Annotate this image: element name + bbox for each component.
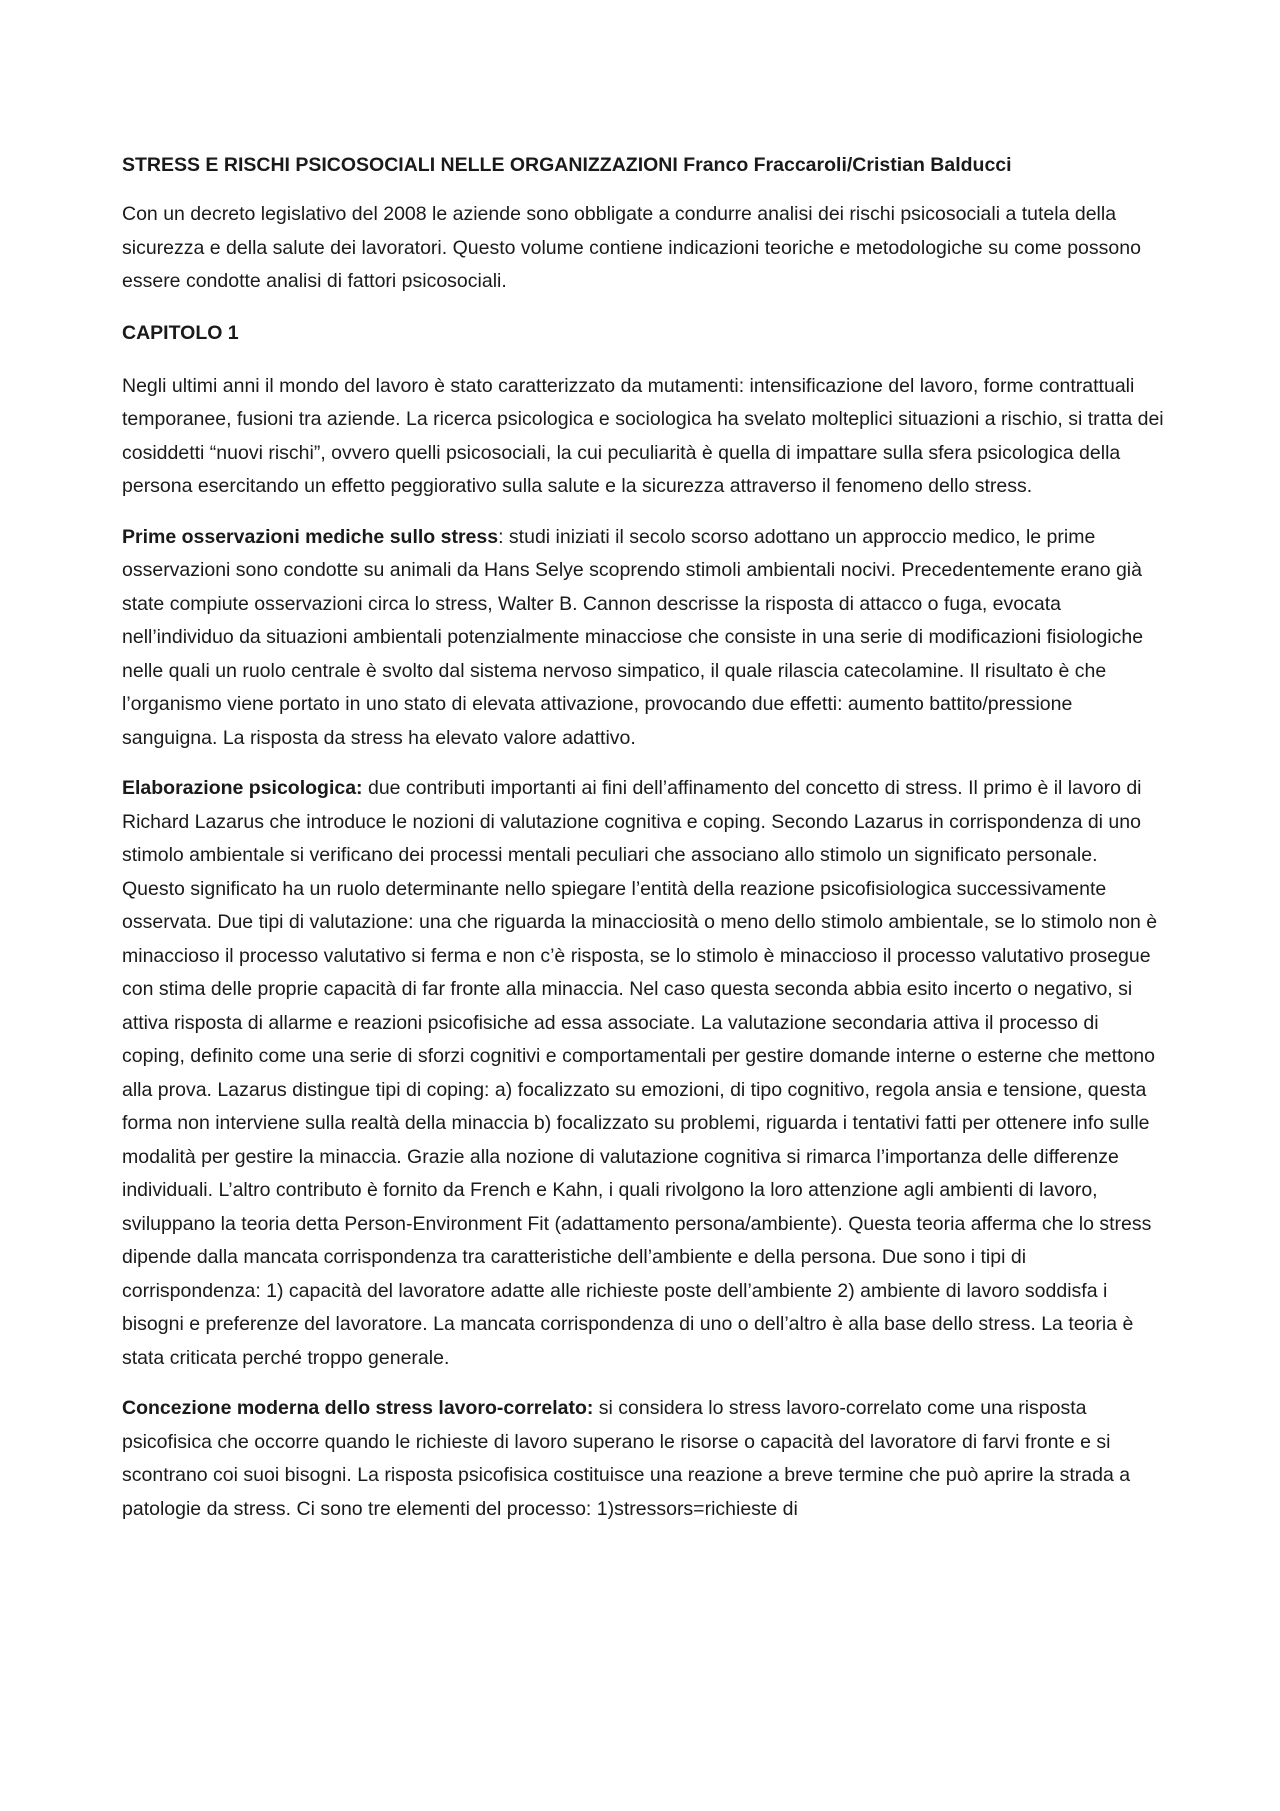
section-body: due contributi importanti ai fini dell’affinamento del concetto di stress. Il primo è il lavoro di Richard Lazarus che introduce le nozioni di valutazione cognitiva e coping. Secondo Lazarus in corrispondenza di uno stimolo ambientale si verificano dei processi mentali peculiari che associano allo stimolo un significato personale. Questo significato ha un ruolo determinante nello spiegare l’entità della reazione psicofisiologica successivamente osservata. Due tipi di valutazione: una che riguarda la minacciosità o meno dello stimolo ambientale, se lo stimolo non è minaccioso il processo valutativo si ferma e non c’è risposta, se lo stimolo è minaccioso il processo valutativo prosegue con stima delle proprie capacità di far fronte alla minaccia. Nel caso questa seconda abbia esito incerto o negativo, si attiva risposta di allarme e reazioni psicofisiche ad essa associate. La valutazione secondaria attiva il processo di coping, definito come una serie di sforzi cognitivi e comportamentali per gestire domande interne o esterne che mettono alla prova. Lazarus distingue tipi di coping: a) focalizzato su emozioni, di tipo cognitivo, regola ansia e tensione, questa forma non interviene sulla realtà della minaccia b) focalizzato su problemi, riguarda i tentativi fatti per ottenere info sulle modalità per gestire la minaccia. Grazie alla nozione di valutazione cognitiva si rimarca l’importanza delle differenze individuali. L’altro contributo è fornito da French e Kahn, i quali rivolgono la loro attenzione agli ambienti di lavoro, sviluppano la teoria detta Person-Environment Fit (adattamento persona/ambiente). Questa teoria afferma che lo stress dipende dalla mancata corrispondenza tra caratteristiche dell’ambiente e della persona. Due sono i tipi di corrispondenza: 1) capacità del lavoratore adatte alle richieste poste dell’ambiente 2) ambiente di lavoro soddisfa i bisogni e preferenze del lavoratore. La mancata corrispondenza di uno o dell’altro è alla base dello stress. La teoria è stata criticata perché troppo generale. — [122, 777, 1158, 1369]
section-psychological-elaboration — [122, 772, 1164, 1375]
section-lead: Elaborazione psicologica: — [122, 777, 363, 799]
document-body — [122, 148, 1164, 1543]
section-body: si considera lo stress lavoro-correlato come una risposta psicofisica che occorre quando le richieste di lavoro superano le risorse o capacità del lavoratore di farvi fronte e si scontrano coi suoi bisogni. La risposta psicofisica costituisce una reazione a breve termine che può aprire la strada a patologie da stress. Ci sono tre elementi del processo: 1)stressors=richieste di — [122, 1397, 1131, 1520]
document-authors: Franco Fraccaroli/Cristian Balducci — [677, 154, 1012, 176]
section-lead: Prime osservazioni mediche sullo stress — [122, 525, 499, 548]
section-lead: Concezione moderna dello stress lavoro-correlato: — [122, 1397, 594, 1419]
section-medical-observations — [122, 521, 1164, 756]
document-title-line — [122, 148, 1164, 182]
document-title: STRESS E RISCHI PSICOSOCIALI NELLE ORGANIZZAZIONI — [122, 154, 678, 176]
section-body: : studi iniziati il secolo scorso adottano un approccio medico, le prime osservazioni sono condotte su animali da Hans Selye scoprendo stimoli ambientali nocivi. Precedentemente erano già state compiute osservazioni circa lo stress, Walter B. Cannon descrisse la risposta di attacco o fuga, evocata nell’individuo da situazioni ambientali potenzialmente minacciose che consiste in una serie di modificazioni fisiologiche nelle quali un ruolo centrale è svolto dal sistema nervoso simpatico, il quale rilascia catecolamine. Il risultato è che l’organismo viene portato in uno stato di elevata attivazione, provocando due effetti: aumento battito/pressione sanguigna. La risposta da stress ha elevato valore adattivo. — [122, 525, 1144, 749]
section-modern-conception — [122, 1392, 1164, 1526]
chapter-heading: CAPITOLO 1 — [122, 321, 239, 344]
intro-paragraph: Con un decreto legislativo del 2008 le aziende sono obbligate a condurre analisi dei rischi psicosociali a tutela della sicurezza e della salute dei lavoratori. Questo volume contiene indicazioni teoriche e metodologiche su come possono essere condotte analisi di fattori psicosociali. — [122, 203, 1141, 292]
paragraph-new-risks: Negli ultimi anni il mondo del lavoro è stato caratterizzato da mutamenti: intensificazione del lavoro, forme contrattuali temporanee, fusioni tra aziende. La ricerca psicologica e sociologica ha svelato molteplici situazioni a rischio, si tratta dei cosiddetti “nuovi rischi”, ovvero quelli psicosociali, la cui peculiarità è quella di impattare sulla sfera psicologica della persona esercitando un effetto peggiorativo sulla salute e la sicurezza attraverso il fenomeno dello stress. — [122, 374, 1164, 497]
